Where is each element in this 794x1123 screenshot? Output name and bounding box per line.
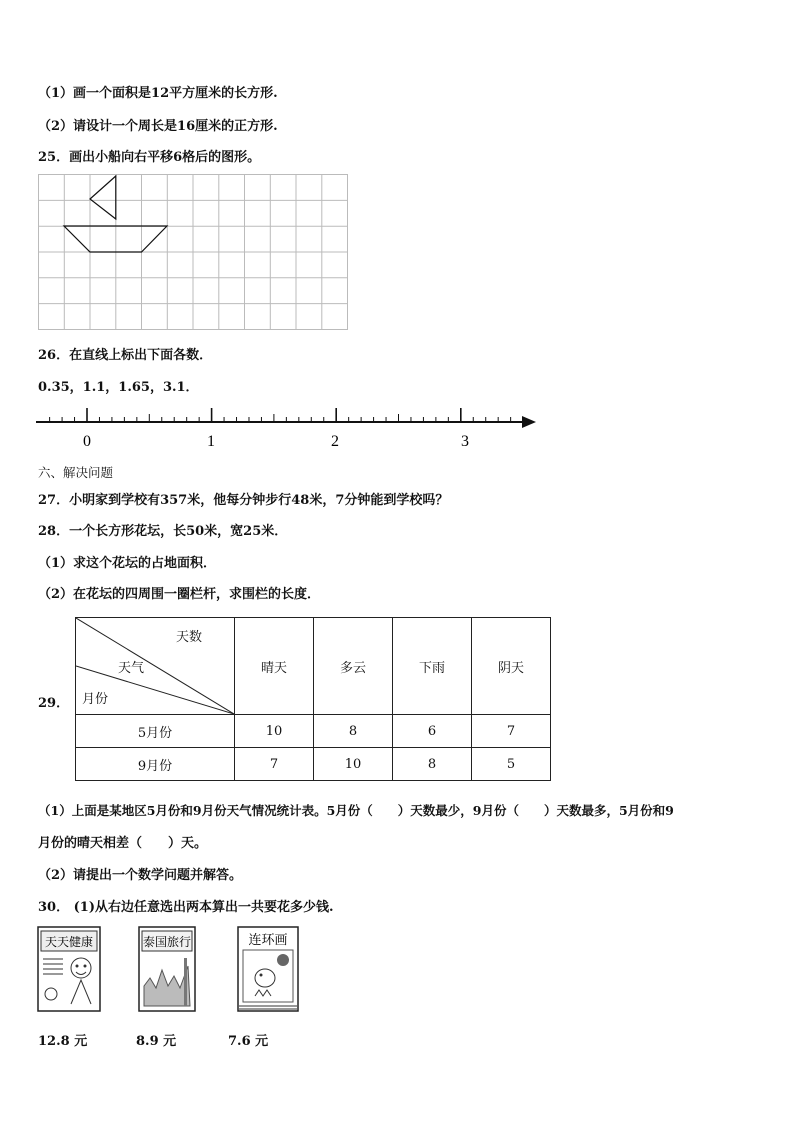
table-cell: 5 [472, 748, 551, 781]
tower-icon [184, 958, 187, 1006]
price-thailand: 8.9 元 [136, 1034, 177, 1049]
q28-sub1: （1）求这个花坛的占地面积． [38, 556, 217, 571]
sun-icon [277, 954, 289, 966]
q29-sub1-line1: （1）上面是某地区5月份和9月份天气情况统计表。5月份（ ）天数最少，9月份（ ）天数最多，5月份和9 [38, 803, 674, 818]
q29-sub1-line2: 月份的晴天相差（ ）天。 [38, 836, 208, 851]
book-title: 连环画 [248, 933, 288, 948]
header-days: 天数 [176, 630, 203, 645]
number-line-label-1: 1 [207, 433, 215, 450]
q28-sub2: （2）在花坛的四周围一圈栏杆，求围栏的长度． [38, 587, 321, 602]
section-heading: 六、解决问题 [38, 465, 114, 480]
weather-table [75, 617, 551, 781]
square-grid [38, 174, 348, 330]
q24-sub2: （2）请设计一个周长是16厘米的正方形. [38, 119, 278, 134]
price-comics: 7.6 元 [228, 1034, 269, 1049]
q24-sub1: （1）画一个面积是12平方厘米的长方形. [38, 86, 278, 101]
book-health [37, 926, 101, 1012]
book-title: 泰国旅行 [142, 935, 192, 949]
q29-sub2: （2）请提出一个数学问题并解答。 [38, 868, 243, 883]
number-line [36, 402, 540, 450]
diagonal-header-cell [76, 618, 235, 715]
q28-question: 28．一个长方形花坛，长50米，宽25米． [38, 524, 288, 539]
column-header-rainy: 下雨 [393, 618, 472, 715]
lightbulb-icon [45, 988, 57, 1000]
table-cell: 7 [472, 715, 551, 748]
book-thailand [138, 926, 196, 1012]
table-cell: 8 [393, 748, 472, 781]
number-line-arrow [522, 416, 536, 428]
number-line-label-3: 3 [461, 433, 469, 450]
table-cell: 6 [393, 715, 472, 748]
row-label: 9月份 [76, 748, 235, 781]
price-health: 12.8 元 [38, 1034, 88, 1049]
number-line-ticks [50, 408, 511, 422]
q27-question: 27．小明家到学校有357米，他每分钟步行48米，7分钟能到学校吗？ [38, 493, 449, 508]
q25-question: 25．画出小船向右平移6格后的图形。 [38, 150, 261, 165]
book-comics [237, 926, 299, 1012]
q26-question: 26．在直线上标出下面各数． [38, 348, 213, 363]
table-row [76, 715, 551, 748]
q26-numbers: 0.35，1.1，1.65，3.1． [38, 380, 199, 395]
number-line-label-2: 2 [331, 433, 339, 450]
table-cell: 10 [235, 715, 314, 748]
header-weather: 天气 [118, 661, 145, 676]
column-header-cloudy: 多云 [314, 618, 393, 715]
boat-sail [90, 176, 116, 219]
column-header-overcast: 阴天 [472, 618, 551, 715]
table-cell: 8 [314, 715, 393, 748]
bird-icon [255, 969, 275, 987]
book-title: 天天健康 [44, 935, 94, 949]
grid-lines [38, 174, 348, 330]
column-header-sunny: 晴天 [235, 618, 314, 715]
number-line-label-0: 0 [83, 433, 91, 450]
q29-number: 29． [38, 696, 70, 711]
table-cell: 7 [235, 748, 314, 781]
table-cell: 10 [314, 748, 393, 781]
row-label: 5月份 [76, 715, 235, 748]
q30-question: 30． (1)从右边任意选出两本算出一共要花多少钱. [38, 900, 334, 915]
header-month: 月份 [82, 692, 109, 707]
table-row [76, 748, 551, 781]
